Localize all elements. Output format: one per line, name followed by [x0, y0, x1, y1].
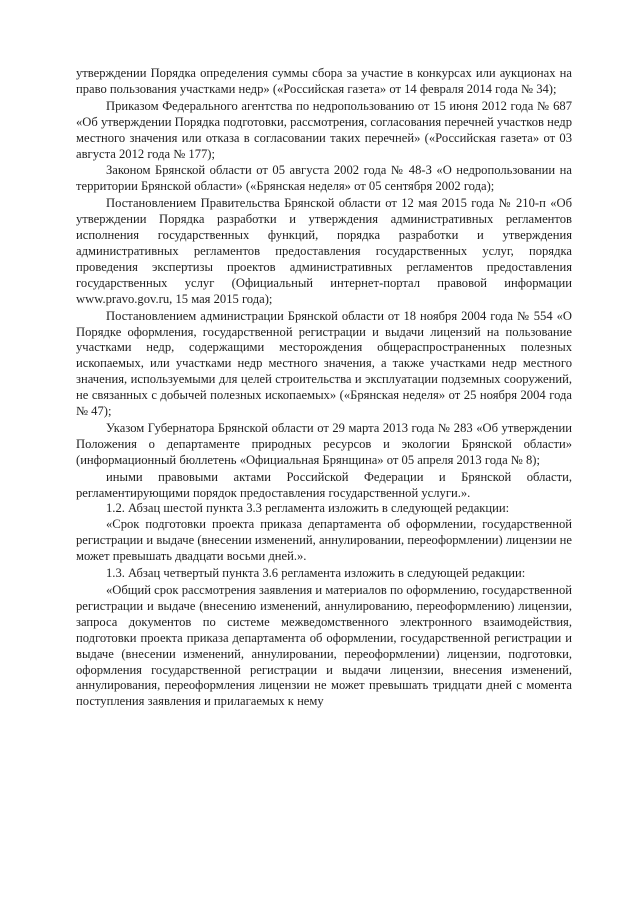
paragraph-bryansk-law: Законом Брянской области от 05 августа 2002 года № 48-З «О недропользовании на территории Брянской области» («Брянская неделя» от 05 сентября 2002 года); — [76, 163, 572, 194]
paragraph-government-resolution: Постановлением Правительства Брянской области от 12 мая 2015 года № 210-п «Об утверждении Порядка разработки и утверждения административных регламентов исполнения государственных функций, порядка разработки и утверждения административных регламентов предоставления государственных услуг, порядка проведения экспертизы проектов административных регламентов предоставления государственных услуг (Официальный интернет-портал правовой информации www.pravo.gov.ru, 15 мая 2015 года); — [76, 196, 572, 306]
paragraph-governor-decree: Указом Губернатора Брянской области от 29 марта 2013 года № 283 «Об утверждении Положения о департаменте природных ресурсов и экологии Брянской области» (информационный бюллетень «Официальная Брянщина» от 05 апреля 2013 года № 8); — [76, 420, 572, 467]
paragraph-amendment-1-2: 1.2. Абзац шестой пункта 3.3 регламента изложить в следующей редакции: — [106, 501, 510, 516]
paragraph-order-continuation: утверждении Порядка определения суммы сбора за участие в конкурсах или аукционах на право пользования участками недр» («Российская газета» от 14 февраля 2014 года № 34); — [76, 66, 572, 96]
paragraph-amendment-1-3-text: «Общий срок рассмотрения заявления и материалов по оформлению, государственной регистрации и выдаче (внесению изменений, аннулированию, переоформлению) лицензии, запроса документов по системе межведомственного электронного взаимодействия, подготовки проекта приказа департамента об оформлении, государственной регистрации и выдаче (внесении изменений, аннулировании, переоформлении) лицензии, подготовки, оформления государственной регистрации и выдачи лицензии, внесения изменений, аннулирования, переоформления лицензии не может превышать тридцати дней с момента поступления заявления и прилагаемых к нему — [76, 583, 572, 709]
paragraph-other-legal-acts: иными правовыми актами Российской Федерации и Брянской области, регламентирующими порядок предоставления государственной услуги.». — [76, 469, 572, 500]
paragraph-rosnedra-order: Приказом Федерального агентства по недропользованию от 15 июня 2012 года № 687 «Об утверждении Порядка подготовки, рассмотрения, согласования перечней участков недр местного значения или отказа в согласовании таких перечней» («Российская газета» от 03 августа 2012 года № 177); — [76, 98, 572, 161]
document-page — [76, 66, 572, 710]
paragraph-administration-resolution: Постановлением администрации Брянской области от 18 ноября 2004 года № 554 «О Порядке оформления, государственной регистрации и выдачи лицензий на пользование участками недр, содержащими месторождения общераспространенных полезных ископаемых, или участками недр местного значения, а также участками недр местного значения, используемыми для целей строительства и эксплуатации подземных сооружений, не связанных с добычей полезных ископаемых» («Брянская неделя» от 25 ноября 2004 года № 47); — [76, 308, 572, 419]
paragraph-amendment-1-3: 1.3. Абзац четвертый пункта 3.6 регламента изложить в следующей редакции: — [106, 566, 526, 581]
paragraph-amendment-1-2-text: «Срок подготовки проекта приказа департамента об оформлении, государственной регистрации и выдаче (внесении изменений, аннулировании, переоформлении) лицензии не может превышать двадцати восьми дней.». — [76, 517, 572, 564]
